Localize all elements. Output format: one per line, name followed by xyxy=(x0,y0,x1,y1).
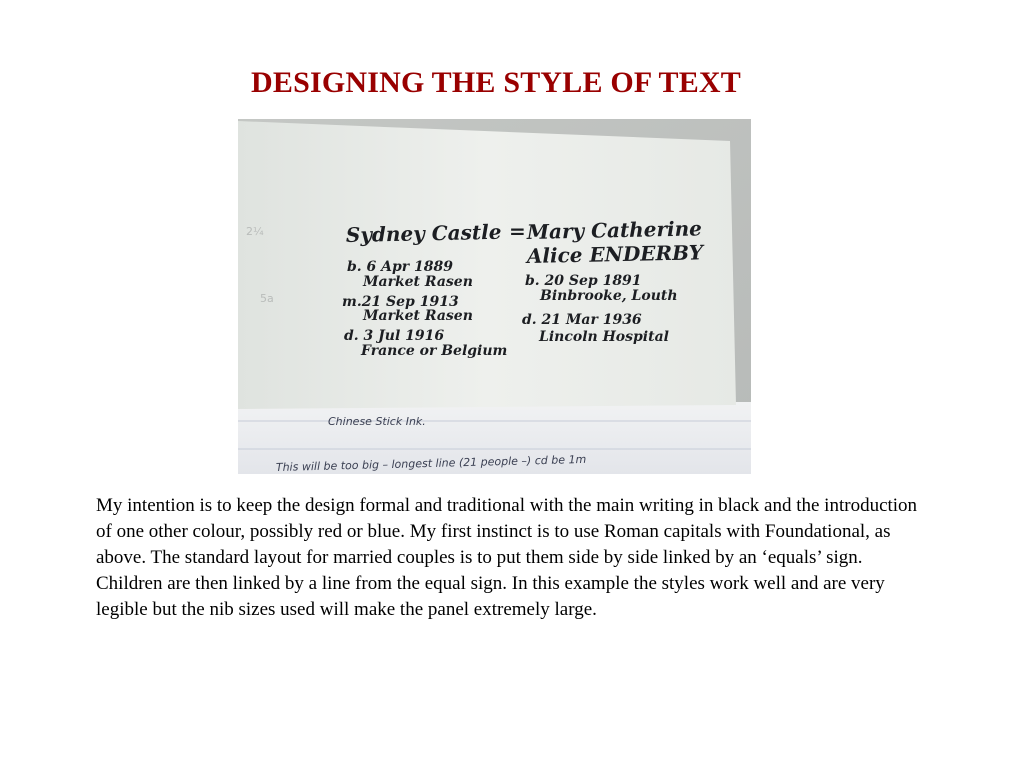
left-line: France or Belgium xyxy=(361,343,508,359)
slide-title: DESIGNING THE STYLE OF TEXT xyxy=(251,66,741,99)
calligraphy-photo xyxy=(238,119,751,474)
equals-sign: = xyxy=(509,219,526,243)
handwritten-note: Chinese Stick Ink. xyxy=(328,415,426,428)
right-line: Lincoln Hospital xyxy=(539,329,669,345)
handwritten-note: This will be too big – longest line (21 people –) cd be 1m xyxy=(275,452,587,474)
left-line: m.21 Sep 1913 xyxy=(342,294,459,310)
left-line: Market Rasen xyxy=(363,308,473,324)
left-name: Sydney Castle xyxy=(345,219,502,247)
slide-body-text: My intention is to keep the design formal and traditional with the main writing in black and the introduction of one other colour, possibly red or blue. My first instinct is to use Roman capitals with Foundational, as above. The standard layout for married couples is to put them side by side linked by an ‘equals’ sign. Children are then linked by a line from the equal sign. In this example the styles work well and are very legible but the nib sizes used will make the panel extremely large. xyxy=(96,495,918,620)
right-name-line2: Alice ENDERBY xyxy=(526,240,704,268)
left-line: b. 6 Apr 1889 xyxy=(347,259,454,275)
margin-mark: 5a xyxy=(260,292,274,305)
right-name-line1: Mary Catherine xyxy=(526,216,703,244)
margin-mark: 2¼ xyxy=(246,225,264,238)
right-line: Binbrooke, Louth xyxy=(540,288,678,304)
left-line: Market Rasen xyxy=(363,274,473,290)
left-line: d. 3 Jul 1916 xyxy=(344,328,445,344)
calligraphy-photo-svg xyxy=(238,119,751,474)
right-line: d. 21 Mar 1936 xyxy=(522,312,642,328)
right-line: b. 20 Sep 1891 xyxy=(525,273,642,289)
